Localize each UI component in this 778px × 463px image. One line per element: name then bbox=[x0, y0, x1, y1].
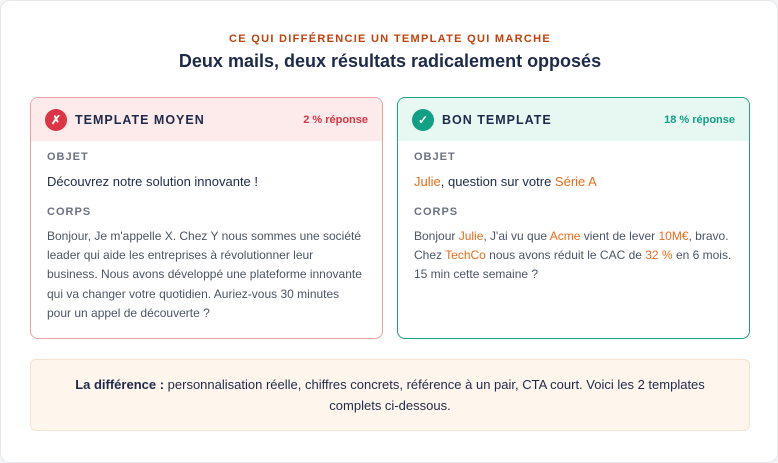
good-card-body bbox=[398, 141, 749, 285]
bad-card-header bbox=[31, 98, 382, 141]
bad-subject: Découvrez notre solution innovante ! bbox=[47, 174, 259, 189]
body-text: Bonjour bbox=[414, 229, 459, 243]
subject-label: OBJET bbox=[47, 151, 89, 163]
good-subject bbox=[414, 174, 733, 189]
callout-label: La différence : bbox=[75, 377, 165, 392]
difference-callout bbox=[30, 359, 750, 431]
check-icon: ✓ bbox=[412, 109, 434, 131]
callout-text bbox=[71, 374, 709, 416]
subject-label: OBJET bbox=[414, 151, 456, 163]
cross-icon: ✗ bbox=[45, 109, 67, 131]
highlight-name: Julie bbox=[458, 229, 484, 243]
body-text: en 6 mois. 15 min cette semaine ? bbox=[414, 248, 732, 282]
good-template-card bbox=[397, 97, 750, 339]
highlight-company: Acme bbox=[549, 229, 581, 243]
body-text: , bravo. Chez bbox=[414, 229, 729, 263]
good-response-rate: 18 % réponse bbox=[664, 113, 735, 126]
highlight-percent: 32 % bbox=[645, 248, 673, 263]
bad-body: Bonjour, Je m'appelle X. Chez Y nous sommes une société leader qui aide les entreprises à révolutionner leur business. Nous avons développé une plateforme innovante qui va changer votre quotidien. Auriez-vous 30 minutes pour un appel de découverte ? bbox=[47, 229, 362, 320]
body-label: CORPS bbox=[414, 206, 459, 218]
eyebrow-label: CE QUI DIFFÉRENCIE UN TEMPLATE QUI MARCHE bbox=[229, 33, 551, 45]
body-label: CORPS bbox=[47, 206, 92, 218]
body-text: , J'ai vu que bbox=[483, 229, 550, 243]
bad-card-body bbox=[31, 141, 382, 323]
highlight-name: Julie bbox=[414, 174, 441, 189]
bad-template-card bbox=[30, 97, 383, 339]
callout-body: personnalisation réelle, chiffres concrets, référence à un pair, CTA court. Voici les 2 templates complets ci-dessous. bbox=[164, 377, 705, 413]
page-title: Deux mails, deux résultats radicalement opposés bbox=[178, 51, 602, 71]
body-text: nous avons réduit le CAC de bbox=[485, 248, 646, 263]
highlight-amount: 10M€ bbox=[658, 229, 689, 243]
highlight-round: Série A bbox=[554, 174, 597, 189]
bad-response-rate: 2 % réponse bbox=[303, 113, 368, 126]
bad-card-title: TEMPLATE MOYEN bbox=[75, 112, 205, 127]
good-card-header bbox=[398, 98, 749, 141]
good-card-title: BON TEMPLATE bbox=[442, 112, 552, 127]
good-body bbox=[414, 227, 733, 285]
highlight-peer: TechCo bbox=[445, 248, 486, 263]
subject-text: , question sur votre bbox=[440, 174, 555, 189]
body-text: vient de lever bbox=[580, 229, 659, 243]
